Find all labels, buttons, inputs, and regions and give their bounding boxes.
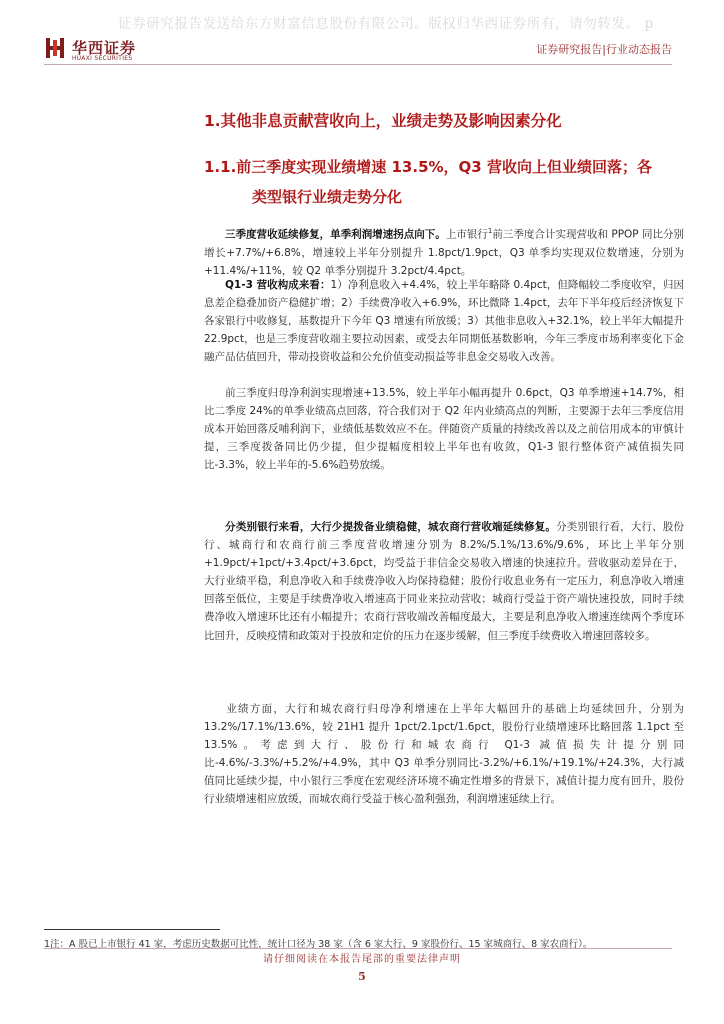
section-heading-1: 1.其他非息贡献营收向上，业绩走势及影响因素分化 [204, 112, 562, 130]
paragraph-4-lead: 分类别银行来看，大行少提拨备业绩稳健，城农商行营收端延续修复。 [225, 521, 557, 533]
paragraph-5-text: 业绩方面，大行和城农商行归母净利增速在上半年大幅回升的基础上均延续回升，分别为 13.2%/17.1%/13.6%，较 21H1 提升 1pct/2.1pct/1.6pct，股份行业绩增速环比略回落 1.1pct 至 13.5%。考虑到大行、股份行和城农商行 Q1-3 减值损失计提分别同比-4.6%/-3.3%/+5.2%/+4.9%，其中 Q3 单季分别同比-3.2%/+6.1%/+19.1%/+24.3%，大行减值同比延续少提，中小银行三季度在宏观经济环境不确定性增多的背景下，减值计提力度有回升，股份行业绩增速相应放缓，而城农商行受益于核心盈利强劲，利润增速延续上行。 [204, 703, 684, 806]
paragraph-2-text: 1）净利息收入+4.4%，较上半年略降 0.4pct，但降幅较二季度收窄，归因息差企稳叠加资产稳健扩增；2）手续费净收入+6.9%，环比微降 1.4pct，去年下半年疫后经济恢复下各家银行中收修复，基数提升下今年 Q3 增速有所放缓；3）其他非息收入+32.1%，较上半年大幅提升 22.9pct，也是三季度营收端主要拉动因素，或受去年同期低基数影响，今年三季度市场利率变化下金融产品估值回升，带动投资收益和公允价值变动损益等非息金交易收入改善。 [204, 279, 684, 364]
heading-line-2: 类型银行业绩走势分化 [252, 188, 403, 206]
legal-disclaimer-link[interactable]: 请仔细阅读在本报告尾部的重要法律声明 [263, 954, 461, 965]
paragraph-2-lead: Q1-3 营收构成来看： [225, 279, 331, 291]
footnote-divider [44, 929, 220, 930]
watermark-text: 证券研究报告发送给东方财富信息股份有限公司。版权归华西证券所有，请勿转发。 p [118, 16, 654, 32]
paragraph-3-text: 前三季度归母净利润实现增速+13.5%，较上半年小幅再提升 0.6pct，Q3 单季增速+14.7%，相比二季度 24%的单季业绩高点回落，符合我们对于 Q2 年内业绩高点的判断，主要源于去年三季度信用成本开始回落反哺利润下，业绩低基数效应不在。伴随资产质量的持续改善以及之前信用成本的审慎计提，三季度拨备同比仍少提，但少提幅度相较上半年也有收敛，Q1-3 银行整体资产减值损失同比-3.3%，较上半年的-5.6%趋势放缓。 [204, 387, 684, 472]
footnote-marker: 1 [487, 227, 493, 235]
paragraph-1-lead: 三季度营收延续修复，单季利润增速拐点向下。 [225, 228, 446, 241]
paragraph-4-text: 分类别银行看，大行、股份行、城商行和农商行前三季度营收增速分别为 8.2%/5.1%/13.6%/9.6%，环比上半年分别+1.9pct/+1pct/+3.4pct/+3.6pct，均受益于非信金交易收入增速的快速拉升。营收驱动差异在于，大行业绩平稳，利息净收入和手续费净收入均保持稳健；股份行收息业务有一定压力，利息净收入增速回落至低位，主要是手续费净收入增速高于同业来拉动营收；城商行受益于资产端快速投放，同时手续费净收入增速环比还有小幅提升；农商行营收端改善幅度最大，主要是利息净收入增速连续两个季度环比回升，反映疫情和政策对于投放和定价的压力在逐步缓解，但三季度手续费收入增速回落较多。 [204, 521, 685, 642]
report-type-label: 证券研究报告|行业动态报告 [536, 43, 672, 56]
logo-english-name: HUAXI SECURITIES [72, 56, 133, 62]
page-number: 5 [358, 970, 366, 983]
huaxi-logo-icon [44, 36, 66, 60]
paragraph-5 [204, 700, 684, 809]
paragraph-1 [204, 222, 684, 280]
company-logo [44, 36, 154, 62]
footnote: 1注：A 股已上市银行 41 家，考虑历史数据可比性，统计口径为 38 家（含 6 家大行、9 家股份行、15 家城商行、8 家农商行）。 [44, 939, 593, 950]
paragraph-3 [204, 384, 684, 474]
paragraph-1-text-b: 前三季度合计实现营收和 PPOP 同比分别增长+7.7%/+6.8%，增速较上半年分别提升 1.8pct/1.9pct，Q3 单季均实现双位数增速，分别为+11.4%/+11%，较 Q2 单季分别提升 3.2pct/4.4pct。 [204, 228, 685, 277]
heading-line-1: 1.1.前三季度实现业绩增速 13.5%，Q3 营收向上但业绩回落；各 [204, 158, 652, 176]
paragraph-2 [204, 276, 684, 366]
paragraph-4 [204, 518, 684, 645]
footer-divider [44, 948, 672, 949]
logo-chinese-name: 华西证券 [72, 39, 137, 57]
section-heading-1-1 [204, 152, 702, 212]
header-divider [44, 64, 672, 65]
paragraph-1-text-a: 上市银行 [445, 228, 488, 241]
